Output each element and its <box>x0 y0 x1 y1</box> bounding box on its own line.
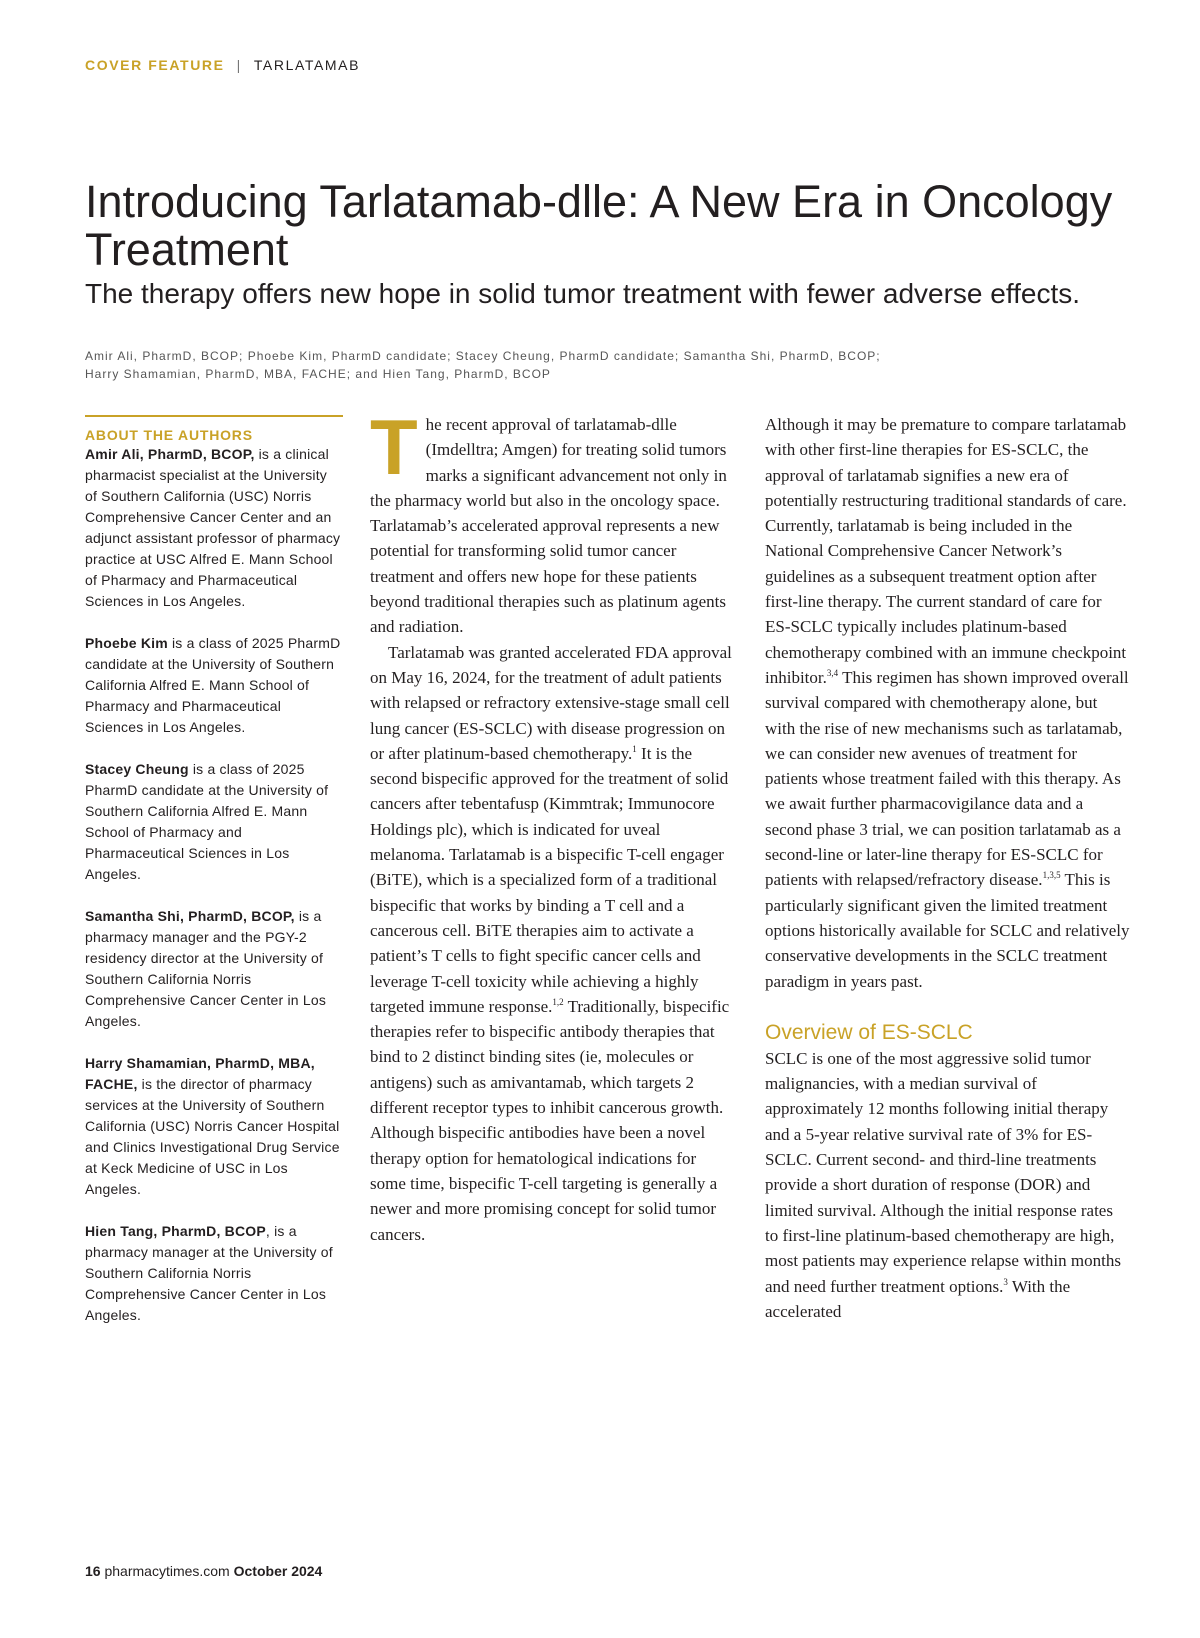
paragraph-text: SCLC is one of the most aggressive solid tumor malignancies, with a median survival of approximately 12 months following initial therapy and a 5-year relative survival rate of 3% for ES-SCLC. Current second- and third-line treatments provide a short duration of response (DOR) and limited survival. Although the initial response rates to first-line platinum-based chemotherapy are high, most patients may experience relapse within months and need further treatment options. <box>765 1048 1121 1296</box>
author-bio <box>85 906 343 1032</box>
authors-heading: ABOUT THE AUTHORS <box>85 427 253 443</box>
author-description: is a clinical pharmacist specialist at the University of Southern California (USC) Norris Comprehensive Cancer Center and an adjunct assistant professor of pharmacy practice at USC Alfred E. Mann School of Pharmacy and Pharmaceutical Sciences in Los Angeles. <box>85 446 341 609</box>
article-deck: The therapy offers new hope in solid tumor treatment with fewer adverse effects. <box>85 278 1081 309</box>
article-title: Introducing Tarlatamab-dlle: A New Era in Oncology Treatment <box>85 176 1113 275</box>
kicker-separator: | <box>236 57 242 73</box>
body-paragraph <box>370 640 734 1247</box>
site-name: pharmacytimes.com <box>104 1563 230 1579</box>
author-bio <box>85 1221 343 1326</box>
citation-ref: 1 <box>632 743 637 754</box>
topic-label: TARLATAMAB <box>253 57 361 73</box>
author-name: Phoebe Kim <box>85 635 168 651</box>
author-description: is a pharmacy manager and the PGY-2 residency director at the University of Southern California Norris Comprehensive Cancer Center in Los Angeles. <box>85 908 327 1029</box>
byline-line-1: Amir Ali, PharmD, BCOP; Phoebe Kim, PharmD candidate; Stacey Cheung, PharmD candidate; Samantha Shi, PharmD, BCOP; <box>85 349 881 363</box>
page-number: 16 <box>85 1563 101 1579</box>
paragraph-text: This regimen has shown improved overall survival compared with chemotherapy alone, but with the rise of new mechanisms such as tarlatamab, we can consider new avenues of treatment for patients whose treatment failed with this therapy. As we await further pharmacovigilance data and a second phase 3 trial, we can position tarlatamab as a second-line or later-line therapy for ES-SCLC for patients with relapsed/refractory disease. <box>765 667 1129 890</box>
author-name: Samantha Shi, PharmD, BCOP, <box>85 908 295 924</box>
paragraph-text: Traditionally, bispecific therapies refer to bispecific antibody therapies that bind to 2 distinct binding sites (ie, molecules or antigens) such as amivantamab, which targets 2 different receptor types to inhibit cancerous growth. Although bispecific antibodies have been a novel therapy option for hematological indications for some time, bispecific T-cell targeting is generally a newer and more promising concept for solid tumor cancers. <box>370 996 730 1244</box>
paragraph-text: With the accelerated <box>765 1276 1071 1321</box>
drop-cap: T <box>370 403 418 491</box>
author-description: is a class of 2025 PharmD candidate at the University of Southern California Alfred E. Mann School of Pharmacy and Pharmaceutical Sciences in Los Angeles. <box>85 761 329 882</box>
body-paragraph <box>765 1046 1130 1324</box>
paragraph-text: he recent approval of tarlatamab-dlle (Imdelltra; Amgen) for treating solid tumors marks a significant advancement not only in the pharmacy world but also in the oncology space. Tarlatamab’s accelerated approval represents a new potential for transforming solid tumor cancer treatment and offers new hope for these patients beyond traditional therapies such as platinum agents and radiation. <box>370 415 727 637</box>
author-bio <box>85 444 343 612</box>
author-bio <box>85 633 343 738</box>
section-kicker <box>85 57 360 73</box>
author-name: Stacey Cheung <box>85 761 189 777</box>
paragraph-text: Although it may be premature to compare tarlatamab with other first-line therapies for ES-SCLC, the approval of tarlatamab signifies a new era of potentially restructuring traditional standards of care. Currently, tarlatamab is being included in the National Comprehensive Cancer Network’s guidelines as a subsequent treatment option after first-line therapy. The current standard of care for ES-SCLC typically includes platinum-based chemotherapy combined with an immune checkpoint inhibitor. <box>765 415 1127 687</box>
body-paragraph <box>765 412 1130 994</box>
page-footer <box>85 1563 322 1579</box>
citation-ref: 1,2 <box>552 996 564 1007</box>
paragraph-text: It is the second bispecific approved for the treatment of solid cancers after tebentafusp (Kimmtrak; Immunocore Holdings plc), which is indicated for uveal melanoma. Tarlatamab is a bispecific T-cell engager (BiTE), which is a specialized form of a traditional bispecific that works by binding a T cell and a cancerous cell. BiTE therapies aim to activate a patient’s T cells to fight specific cancer cells and leverage T-cell toxicity while achieving a highly targeted immune response. <box>370 743 729 1016</box>
citation-ref: 3,4 <box>826 667 839 678</box>
paragraph-text: Tarlatamab was granted accelerated FDA approval on May 16, 2024, for the treatment of adult patients with relapsed or refractory extensive-stage small cell lung cancer (ES-SCLC) with disease progression on or after platinum-based chemotherapy. <box>370 642 732 763</box>
author-description: , is a pharmacy manager at the University of Southern California Norris Comprehensive Cancer Center in Los Angeles. <box>85 1223 333 1323</box>
issue-date: October 2024 <box>233 1563 323 1579</box>
paragraph-text: This is particularly significant given the limited treatment options historically available for SCLC and relatively conservative developments in the SCLC treatment paradigm in years past. <box>765 870 1130 991</box>
body-column-2 <box>765 412 1130 1324</box>
section-label: COVER FEATURE <box>85 57 225 73</box>
author-bio <box>85 1053 343 1200</box>
author-description: is a class of 2025 PharmD candidate at the University of Southern California Alfred E. Mann School of Pharmacy and Pharmaceutical Sciences in Los Angeles. <box>85 635 341 735</box>
author-bio <box>85 759 343 885</box>
author-name: Hien Tang, PharmD, BCOP <box>85 1223 266 1239</box>
section-heading: Overview of ES-SCLC <box>765 1020 973 1044</box>
citation-ref: 3 <box>1003 1276 1008 1287</box>
byline-line-2: Harry Shamamian, PharmD, MBA, FACHE; and Hien Tang, PharmD, BCOP <box>85 367 551 381</box>
author-name: Harry Shamamian, PharmD, MBA, FACHE, <box>85 1055 315 1092</box>
byline <box>85 347 1025 383</box>
author-description: is the director of pharmacy services at the University of Southern California (USC) Norris Cancer Hospital and Clinics Investigational Drug Service at Keck Medicine of USC in Los Angeles. <box>85 1076 340 1197</box>
body-paragraph <box>370 403 734 640</box>
author-name: Amir Ali, PharmD, BCOP, <box>85 446 255 462</box>
body-column-1 <box>370 403 734 1247</box>
citation-ref: 1,3,5 <box>1042 870 1061 881</box>
about-the-authors <box>85 415 343 1347</box>
